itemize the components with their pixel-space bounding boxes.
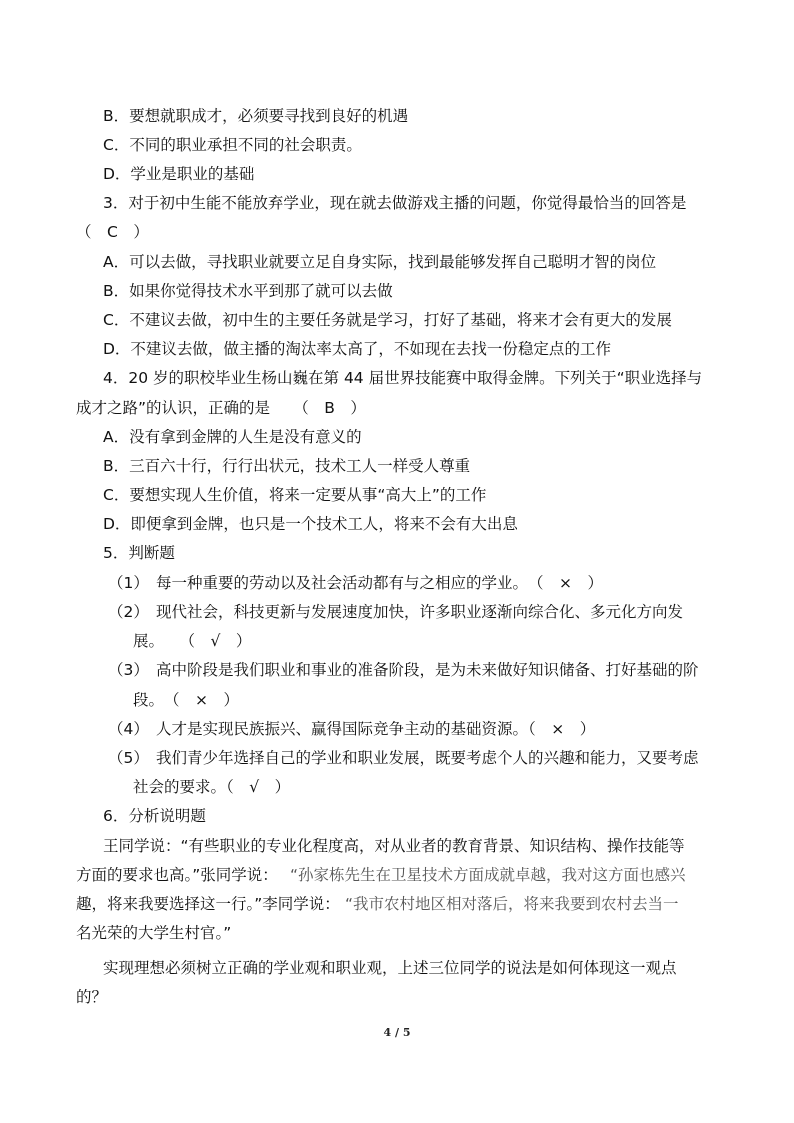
q6-paragraph-line1: 王同学说：“有些职业的专业化程度高，对从业者的教育背景、知识结构、操作技能等 [103,837,685,855]
q4-option-c: C．要想实现人生价值，将来一定要从事“高大上”的工作 [103,486,487,504]
q3-answer: （ C ） [76,223,149,241]
q5-item-text: 人才是实现民族振兴、赢得国际竞争主动的基础资源。（ × ） [156,720,596,738]
q6-paragraph-line2b: “孙家栋先生在卫星技术方面成就卓越，我对这方面也感兴 [290,866,686,884]
q5-item-text: 高中阶段是我们职业和事业的准备阶段，是为未来做好知识储备、打好基础的阶 [156,661,699,679]
q6-question-line1: 实现理想必须树立正确的学业观和职业观，上述三位同学的说法是如何体现这一观点 [103,959,677,977]
q5-item-text: 每一种重要的劳动以及社会活动都有与之相应的学业。 （ × ） [156,574,603,592]
q5-item-text-cont: 社会的要求。（ √ ） [133,778,291,796]
q3-option-a: A．可以去做，寻找职业就要立足自身实际，找到最能够发挥自己聪明才智的岗位 [103,253,657,271]
q4-stem-line1: 4．20 岁的职校毕业生杨山巍在第 44 届世界技能赛中取得金牌。下列关于“职业选择与 [103,369,703,387]
q6-paragraph-line3a: 趣，将来我要选择这一行。”李同学说： [76,895,340,913]
q5-item-number: （5） [108,749,149,767]
q5-item-text-cont: 段。 （ × ） [133,691,239,709]
q3-option-b: B．如果你觉得技术水平到那了就可以去做 [103,282,393,300]
q5-title: 5．判断题 [103,544,175,562]
q2-option-d: D．学业是职业的基础 [103,165,255,183]
q5-item-number: （4） [108,720,149,738]
q5-item-text: 我们青少年选择自己的学业和职业发展，既要考虑个人的兴趣和能力，又要考虑 [156,749,699,767]
q3-option-d: D．不建议去做，做主播的淘汰率太高了，不如现在去找一份稳定点的工作 [103,340,611,358]
page-number: 4 / 5 [383,1026,411,1039]
q3-option-c: C．不建议去做，初中生的主要任务就是学习，打好了基础，将来才会有更大的发展 [103,311,672,329]
q4-option-a: A．没有拿到金牌的人生是没有意义的 [103,428,362,446]
q2-option-c: C．不同的职业承担不同的社会职责。 [103,136,362,154]
q2-option-b: B．要想就职成才，必须要寻找到良好的机遇 [103,107,409,125]
q5-item-number: （1） [108,574,149,592]
q5-item-number: （2） [108,603,149,621]
q4-option-b: B．三百六十行，行行出状元，技术工人一样受人尊重 [103,457,471,475]
q6-paragraph-line2a: 方面的要求也高。”张同学说： [76,866,278,884]
q5-item-text-cont: 展。 （ √ ） [133,632,252,650]
q6-paragraph-line4: 名光荣的大学生村官。” [76,924,232,942]
q5-item-number: （3） [108,661,149,679]
q5-item-text: 现代社会，科技更新与发展速度加快，许多职业逐渐向综合化、多元化方向发 [156,603,684,621]
q4-option-d: D．即便拿到金牌，也只是一个技术工人，将来不会有大出息 [103,515,518,533]
q6-title: 6．分析说明题 [103,807,206,825]
q6-paragraph-line3b: “我市农村地区相对落后，将来我要到农村去当一 [345,895,679,913]
q3-stem: 3．对于初中生能不能放弃学业，现在就去做游戏主播的问题，你觉得最恰当的回答是 [103,194,687,212]
q4-stem-line2: 成才之路”的认识，正确的是 （ B ） [76,399,366,417]
q6-question-line2: 的？ [76,988,108,1006]
